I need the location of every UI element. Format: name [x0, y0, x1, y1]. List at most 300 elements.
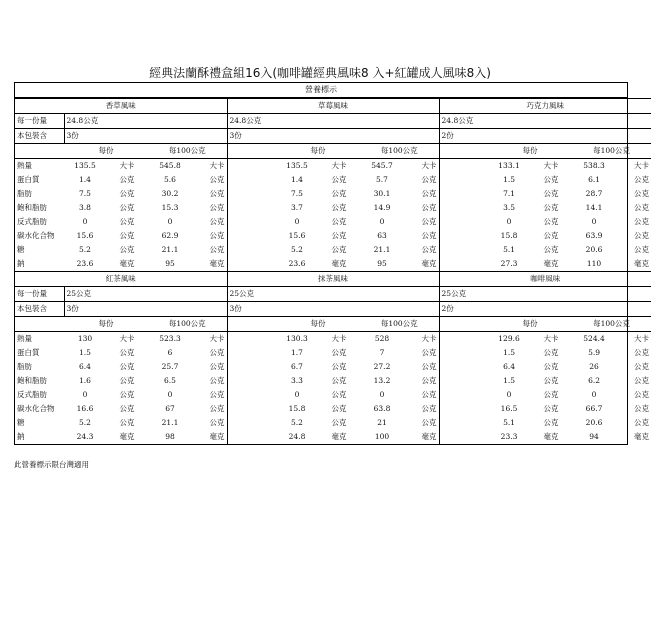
unit-label: 公克 [634, 203, 650, 212]
unit-label: 毫克 [119, 259, 135, 268]
unit-label: 公克 [209, 348, 225, 357]
unit-label: 公克 [119, 175, 135, 184]
per-100g-header: 每100公克 [572, 317, 651, 332]
blank-cell [439, 187, 488, 201]
blank-cell [227, 173, 276, 187]
per-100g-value: 6.2 [588, 376, 600, 385]
servings-value: 2份 [439, 302, 651, 317]
per-serving-value: 16.5 [500, 404, 518, 413]
unit-label: 公克 [421, 217, 437, 226]
unit-label: 公克 [634, 418, 650, 427]
per-100g-value: 26 [589, 362, 599, 371]
per-serving-value: 1.5 [79, 348, 91, 357]
unit-label: 毫克 [421, 259, 437, 268]
per-serving-value: 15.6 [288, 231, 306, 240]
per-100g-value: 6 [167, 348, 173, 357]
unit-label: 公克 [331, 231, 347, 240]
servings-value: 3份 [64, 129, 227, 144]
unit-label: 毫克 [331, 259, 347, 268]
per-100g-value: 0 [379, 217, 385, 226]
per-serving-value: 133.1 [498, 161, 520, 170]
per-serving-header: 每份 [276, 144, 360, 159]
unit-label: 公克 [634, 348, 650, 357]
per-serving-value: 1.5 [503, 376, 515, 385]
per-100g-value: 63.9 [585, 231, 603, 240]
per-100g-value: 0 [591, 390, 597, 399]
per-100g-value: 0 [167, 390, 173, 399]
per-100g-value: 545.8 [159, 161, 181, 170]
blank-cell [15, 317, 64, 332]
unit-label: 公克 [209, 376, 225, 385]
nutrient-row [15, 257, 651, 272]
flavor-name: 抹茶風味 [227, 272, 439, 287]
serving-row [15, 114, 651, 129]
nutrient-row [15, 388, 651, 402]
serving-value: 24.8公克 [64, 114, 227, 129]
per-100g-value: 21.1 [161, 418, 179, 427]
unit-label: 公克 [543, 189, 559, 198]
blank-cell [439, 416, 488, 430]
servings-row [15, 302, 651, 317]
unit-label: 公克 [421, 404, 437, 413]
blank-cell [439, 159, 488, 174]
per-100g-value: 538.3 [583, 161, 605, 170]
unit-label: 公克 [209, 390, 225, 399]
unit-label: 公克 [634, 175, 650, 184]
unit-label: 大卡 [634, 161, 650, 170]
per-100g-value: 7 [379, 348, 385, 357]
per-serving-value: 1.7 [291, 348, 303, 357]
blank-cell [439, 317, 488, 332]
blank-cell [439, 257, 488, 272]
blank-cell [227, 144, 276, 159]
blank-cell [439, 229, 488, 243]
unit-label: 公克 [209, 175, 225, 184]
blank-cell [227, 201, 276, 215]
nutrient-label: 飽和脂肪 [17, 376, 47, 385]
per-100g-value: 28.7 [585, 189, 603, 198]
per-100g-value: 524.4 [583, 334, 605, 343]
per-serving-value: 0 [82, 217, 88, 226]
unit-label: 公克 [209, 231, 225, 240]
unit-label: 毫克 [543, 259, 559, 268]
per-serving-value: 135.5 [74, 161, 96, 170]
blank-cell [439, 144, 488, 159]
blank-cell [439, 402, 488, 416]
nutrition-table [14, 82, 650, 445]
per-serving-value: 6.4 [79, 362, 91, 371]
per-serving-value: 1.6 [79, 376, 91, 385]
nutrient-label: 脂肪 [17, 362, 32, 371]
blank-cell [227, 317, 276, 332]
unit-label: 毫克 [119, 432, 135, 441]
page-title: 經典法蘭酥禮盒組16入(咖啡罐經典風味8 入+紅罐成人風味8入) [149, 66, 491, 80]
unit-label: 公克 [421, 376, 437, 385]
per-serving-value: 15.8 [288, 404, 306, 413]
unit-label: 公克 [421, 231, 437, 240]
per-serving-value: 3.3 [291, 376, 303, 385]
unit-label: 公克 [421, 189, 437, 198]
per-serving-value: 5.2 [291, 245, 303, 254]
unit-label: 公克 [421, 175, 437, 184]
blank-cell [227, 229, 276, 243]
unit-label: 公克 [543, 245, 559, 254]
per-serving-value: 0 [506, 217, 512, 226]
unit-label: 毫克 [209, 259, 225, 268]
per-serving-value: 3.7 [291, 203, 303, 212]
nutrient-label: 脂肪 [17, 189, 32, 198]
per-serving-value: 0 [506, 390, 512, 399]
nutrient-row [15, 187, 651, 201]
per-100g-header: 每100公克 [572, 144, 651, 159]
unit-label: 公克 [209, 203, 225, 212]
nutrient-row [15, 173, 651, 187]
unit-label: 公克 [331, 189, 347, 198]
nutrient-row [15, 332, 651, 347]
unit-label: 公克 [331, 217, 347, 226]
unit-label: 公克 [421, 203, 437, 212]
unit-label: 公克 [331, 362, 347, 371]
per-serving-value: 130.3 [286, 334, 308, 343]
flavor-header-row [15, 272, 651, 287]
per-100g-value: 100 [374, 432, 390, 441]
unit-label: 公克 [209, 362, 225, 371]
nutrient-row [15, 360, 651, 374]
unit-label: 大卡 [543, 334, 559, 343]
unit-label: 公克 [421, 418, 437, 427]
unit-label: 公克 [331, 404, 347, 413]
unit-label: 公克 [543, 175, 559, 184]
blank-cell [227, 374, 276, 388]
per-serving-value: 129.6 [498, 334, 520, 343]
per-serving-value: 5.1 [503, 418, 515, 427]
servings-label: 本包裝含 [15, 302, 64, 317]
per-100g-value: 0 [167, 217, 173, 226]
servings-value: 3份 [227, 129, 439, 144]
per-100g-value: 62.9 [161, 231, 179, 240]
unit-label: 公克 [119, 231, 135, 240]
per-serving-value: 15.8 [500, 231, 518, 240]
per-100g-value: 523.3 [159, 334, 181, 343]
unit-label: 公克 [209, 189, 225, 198]
nutrient-label: 飽和脂肪 [17, 203, 47, 212]
per-serving-value: 5.2 [79, 418, 91, 427]
per-100g-value: 110 [586, 259, 602, 268]
blank-cell [439, 201, 488, 215]
nutrient-label: 碳水化合物 [17, 404, 55, 413]
per-serving-value: 5.2 [79, 245, 91, 254]
unit-label: 公克 [119, 362, 135, 371]
unit-label: 公克 [209, 404, 225, 413]
flavor-name: 巧克力風味 [439, 99, 651, 114]
per-serving-value: 5.2 [291, 418, 303, 427]
per-serving-value: 27.3 [500, 259, 518, 268]
flavor-name: 香草風味 [15, 99, 227, 114]
per-serving-value: 0 [82, 390, 88, 399]
nutrient-label: 碳水化合物 [17, 231, 55, 240]
per-serving-value: 130 [77, 334, 93, 343]
servings-value: 3份 [64, 302, 227, 317]
per-100g-value: 95 [377, 259, 387, 268]
per-serving-value: 7.5 [291, 189, 303, 198]
unit-label: 公克 [119, 217, 135, 226]
nutrient-label: 鈉 [17, 432, 25, 441]
nutrient-row [15, 201, 651, 215]
per-100g-value: 27.2 [373, 362, 391, 371]
unit-label: 公克 [543, 231, 559, 240]
nutrient-row [15, 229, 651, 243]
per-100g-header: 每100公克 [360, 144, 439, 159]
unit-label: 公克 [331, 175, 347, 184]
per-100g-value: 6.1 [588, 175, 600, 184]
unit-label: 大卡 [119, 334, 135, 343]
flavor-name: 紅茶風味 [15, 272, 227, 287]
unit-label: 公克 [634, 189, 650, 198]
unit-label: 毫克 [421, 432, 437, 441]
per-100g-value: 5.6 [164, 175, 176, 184]
blank-cell [227, 257, 276, 272]
unit-label: 公克 [421, 390, 437, 399]
unit-label: 公克 [119, 404, 135, 413]
per-100g-header: 每100公克 [148, 317, 227, 332]
blank-cell [439, 332, 488, 347]
unit-label: 公克 [331, 348, 347, 357]
unit-label: 公克 [421, 362, 437, 371]
serving-value: 25公克 [227, 287, 439, 302]
per-100g-value: 25.7 [161, 362, 179, 371]
blank-cell [227, 215, 276, 229]
nutrient-row [15, 159, 651, 174]
per-serving-value: 1.4 [291, 175, 303, 184]
blank-cell [439, 173, 488, 187]
unit-label: 公克 [543, 376, 559, 385]
serving-value: 25公克 [439, 287, 651, 302]
unit-label: 公克 [543, 203, 559, 212]
per-serving-value: 1.5 [503, 348, 515, 357]
per-100g-value: 5.9 [588, 348, 600, 357]
per-100g-value: 63 [377, 231, 387, 240]
unit-label: 公克 [331, 418, 347, 427]
serving-row [15, 287, 651, 302]
blank-cell [227, 332, 276, 347]
blank-cell [439, 388, 488, 402]
per-serving-value: 23.3 [500, 432, 518, 441]
unit-label: 公克 [331, 376, 347, 385]
per-100g-value: 21.1 [373, 245, 391, 254]
unit-label: 公克 [119, 376, 135, 385]
per-serving-value: 0 [294, 390, 300, 399]
unit-label: 大卡 [543, 161, 559, 170]
unit-label: 公克 [543, 348, 559, 357]
unit-label: 毫克 [209, 432, 225, 441]
flavor-header-row [15, 99, 651, 114]
per-100g-value: 13.2 [373, 376, 391, 385]
blank-cell [227, 187, 276, 201]
nutrient-label: 反式脂肪 [17, 217, 47, 226]
per-100g-value: 67 [165, 404, 175, 413]
per-serving-value: 6.7 [291, 362, 303, 371]
per-100g-value: 5.7 [376, 175, 388, 184]
nutrient-label: 鈉 [17, 259, 25, 268]
unit-label: 毫克 [543, 432, 559, 441]
unit-label: 公克 [119, 418, 135, 427]
per-100g-value: 63.8 [373, 404, 391, 413]
per-serving-value: 7.5 [79, 189, 91, 198]
unit-label: 公克 [543, 418, 559, 427]
unit-label: 大卡 [209, 334, 225, 343]
nutrient-label: 熱量 [17, 334, 32, 343]
per-100g-value: 15.3 [161, 203, 179, 212]
servings-value: 3份 [227, 302, 439, 317]
unit-label: 公克 [421, 245, 437, 254]
per-serving-header: 每份 [64, 144, 148, 159]
unit-label: 毫克 [634, 259, 650, 268]
serving-value: 25公克 [64, 287, 227, 302]
unit-label: 公克 [634, 362, 650, 371]
table-header: 營養標示 [15, 83, 627, 98]
per-serving-value: 23.6 [288, 259, 306, 268]
per-100g-value: 21 [377, 418, 387, 427]
blank-cell [439, 346, 488, 360]
unit-label: 公克 [119, 203, 135, 212]
per-serving-value: 135.5 [286, 161, 308, 170]
unit-label: 公克 [634, 217, 650, 226]
per-100g-value: 95 [165, 259, 175, 268]
flavor-name: 咖啡風味 [439, 272, 651, 287]
unit-label: 公克 [543, 217, 559, 226]
per-serving-value: 16.6 [76, 404, 94, 413]
column-header-row [15, 144, 651, 159]
per-100g-value: 98 [165, 432, 175, 441]
unit-label: 公克 [119, 189, 135, 198]
unit-label: 公克 [119, 348, 135, 357]
per-100g-value: 94 [589, 432, 599, 441]
blank-cell [227, 430, 276, 444]
unit-label: 公克 [209, 217, 225, 226]
column-header-row [15, 317, 651, 332]
unit-label: 公克 [543, 404, 559, 413]
blank-cell [439, 430, 488, 444]
unit-label: 公克 [119, 245, 135, 254]
blank-cell [227, 159, 276, 174]
unit-label: 公克 [119, 390, 135, 399]
blank-cell [15, 144, 64, 159]
nutrient-label: 反式脂肪 [17, 390, 47, 399]
per-100g-header: 每100公克 [360, 317, 439, 332]
nutrient-row [15, 243, 651, 257]
per-serving-value: 24.3 [76, 432, 94, 441]
per-serving-value: 24.8 [288, 432, 306, 441]
nutrient-row [15, 416, 651, 430]
nutrient-label: 蛋白質 [17, 175, 40, 184]
per-100g-value: 528 [374, 334, 390, 343]
footer-note: 此營養標示限台灣適用 [14, 460, 89, 469]
servings-label: 本包裝含 [15, 129, 64, 144]
unit-label: 公克 [331, 245, 347, 254]
blank-cell [439, 374, 488, 388]
per-serving-value: 1.4 [79, 175, 91, 184]
nutrient-label: 糖 [17, 418, 25, 427]
serving-label: 每一份量 [15, 287, 64, 302]
blank-cell [227, 243, 276, 257]
per-serving-value: 5.1 [503, 245, 515, 254]
unit-label: 公克 [543, 390, 559, 399]
per-100g-value: 20.6 [585, 245, 603, 254]
blank-cell [439, 360, 488, 374]
unit-label: 公克 [634, 231, 650, 240]
nutrient-label: 蛋白質 [17, 348, 40, 357]
unit-label: 公克 [634, 404, 650, 413]
per-serving-value: 3.5 [503, 203, 515, 212]
per-serving-header: 每份 [488, 144, 572, 159]
nutrient-row [15, 402, 651, 416]
per-100g-value: 0 [591, 217, 597, 226]
per-100g-value: 30.2 [161, 189, 179, 198]
unit-label: 公克 [209, 418, 225, 427]
per-serving-value: 3.8 [79, 203, 91, 212]
unit-label: 大卡 [421, 161, 437, 170]
per-serving-header: 每份 [64, 317, 148, 332]
unit-label: 公克 [209, 245, 225, 254]
per-100g-value: 14.9 [373, 203, 391, 212]
servings-value: 2份 [439, 129, 651, 144]
unit-label: 大卡 [119, 161, 135, 170]
per-serving-header: 每份 [488, 317, 572, 332]
per-100g-value: 6.5 [164, 376, 176, 385]
per-100g-value: 0 [379, 390, 385, 399]
unit-label: 大卡 [331, 161, 347, 170]
unit-label: 公克 [543, 362, 559, 371]
nutrient-row [15, 430, 651, 444]
unit-label: 公克 [634, 390, 650, 399]
unit-label: 大卡 [421, 334, 437, 343]
unit-label: 大卡 [209, 161, 225, 170]
per-100g-value: 545.7 [371, 161, 393, 170]
nutrient-row [15, 215, 651, 229]
blank-cell [439, 215, 488, 229]
unit-label: 大卡 [634, 334, 650, 343]
per-serving-value: 7.1 [503, 189, 515, 198]
per-serving-value: 1.5 [503, 175, 515, 184]
per-100g-value: 20.6 [585, 418, 603, 427]
serving-value: 24.8公克 [227, 114, 439, 129]
per-serving-value: 23.6 [76, 259, 94, 268]
unit-label: 毫克 [331, 432, 347, 441]
nutrient-row [15, 346, 651, 360]
unit-label: 公克 [634, 245, 650, 254]
unit-label: 公克 [421, 348, 437, 357]
unit-label: 毫克 [634, 432, 650, 441]
unit-label: 大卡 [331, 334, 347, 343]
nutrient-row [15, 374, 651, 388]
per-100g-value: 66.7 [585, 404, 603, 413]
nutrient-label: 熱量 [17, 161, 32, 170]
blank-cell [227, 402, 276, 416]
per-serving-header: 每份 [276, 317, 360, 332]
nutrition-grid [15, 98, 651, 444]
flavor-name: 草莓風味 [227, 99, 439, 114]
unit-label: 公克 [331, 390, 347, 399]
blank-cell [227, 360, 276, 374]
serving-value: 24.8公克 [439, 114, 651, 129]
blank-cell [227, 416, 276, 430]
per-100g-value: 30.1 [373, 189, 391, 198]
per-100g-value: 21.1 [161, 245, 179, 254]
blank-cell [439, 243, 488, 257]
per-serving-value: 15.6 [76, 231, 94, 240]
nutrient-label: 糖 [17, 245, 25, 254]
per-100g-header: 每100公克 [148, 144, 227, 159]
